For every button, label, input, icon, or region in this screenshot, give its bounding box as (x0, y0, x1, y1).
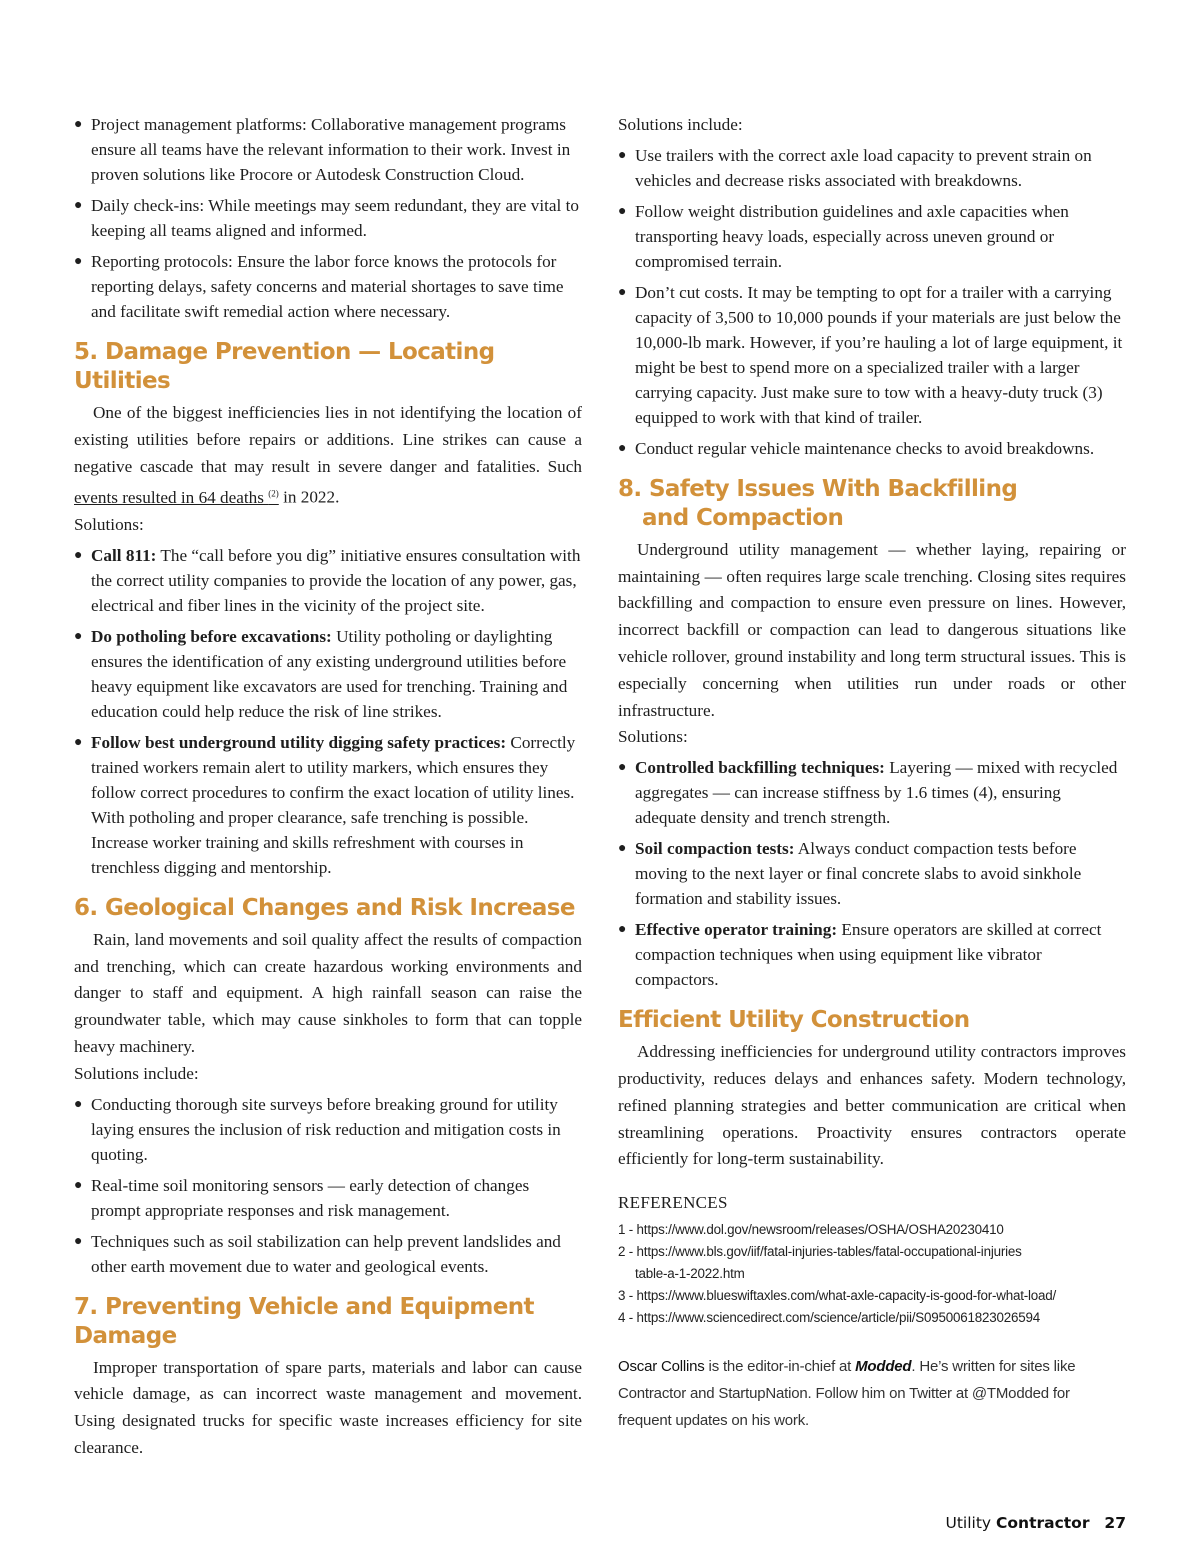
list-item: ● Daily check-ins: While meetings may seem redundant, they are vital to keeping all teams aligned and informed. (74, 193, 582, 243)
list-item: ● Techniques such as soil stabilization can help prevent landslides and other earth movement due to water and geological events. (74, 1229, 582, 1279)
page-footer (945, 1514, 1126, 1532)
list-item: ● Don’t cut costs. It may be tempting to opt for a trailer with a carrying capacity of 3,500 to 10,000 pounds if your materials are just below the 10,000-lb mark. However, if you’re hauling a lot of large equipment, it might be best to spend more on a specialized trailer with a larger carrying capacity. Just make sure to tow with a heavy-duty truck (3) equipped to work with that kind of trailer. (618, 280, 1126, 430)
list-item: ● Conducting thorough site surveys before breaking ground for utility laying ensures the inclusion of risk reduction and mitigation costs in quoting. (74, 1092, 582, 1167)
solutions-label: Solutions: (618, 727, 688, 747)
list-item: ● Conduct regular vehicle maintenance checks to avoid breakdowns. (618, 436, 1126, 461)
section-7-paragraph: Improper transportation of spare parts, materials and labor can cause vehicle damage, as can incorrect waste management and movement. Using designated trucks for specific waste increases efficiency for site clearance. (74, 1357, 582, 1457)
list-item: ● Do potholing before excavations: Utility potholing or daylighting ensures the identification of any existing underground utilities before heavy equipment like excavators are used for trenching. Training and education could help reduce the risk of line strikes. (74, 624, 582, 724)
section-heading-8: 8. Safety Issues With Backfilling and Compaction (618, 475, 1018, 531)
list-item: ● Call 811: The “call before you dig” initiative ensures consultation with the correct utility companies to provide the location of any power, gas, electrical and fiber lines in the vicinity of the project site. (74, 543, 582, 618)
list-item: ● Follow best underground utility digging safety practices: Correctly trained workers remain alert to utility markers, which ensures they follow correct procedures to confirm the exact location of utility lines. With potholing and proper clearance, safe trenching is possible. Increase worker training and skills refreshment with courses in trenchless digging and mentorship. (74, 730, 582, 880)
section-heading-6: 6. Geological Changes and Risk Increase (74, 894, 575, 921)
section-5-paragraph: One of the biggest inefficiencies lies in not identifying the location of existing utilities before repairs or additions. Line strikes can cause a negative cascade that may result in severe danger and fatalities. Such events resulted in 64 deaths $^{(2)}$ in 2022. (74, 403, 582, 508)
solutions-label: Solutions include: (74, 1063, 199, 1083)
reference-item: 2 - https://www.bls.gov/iif/fatal-injuries-tables/fatal-occupational-injuries table-a-1-2022.htm (618, 1244, 1022, 1282)
right-column (618, 112, 1126, 1434)
section-heading-7: 7. Preventing Vehicle and Equipment Damage (74, 1293, 534, 1349)
list-item: ● Reporting protocols: Ensure the labor force knows the protocols for reporting delays, safety concerns and material shortages to save time and facilitate swift remedial action where necessary. (74, 249, 582, 324)
efficient-paragraph: Addressing inefficiencies for underground utility contractors improves productivity, reduces delays and enhances safety. Modern technology, refined planning strategies and better communication are critical when streamlining operations. Proactivity ensures contractors operate efficiently for long-term sustainability. (618, 1042, 1126, 1169)
page-number: 27 (1104, 1514, 1126, 1532)
list-item: ● Effective operator training: Ensure operators are skilled at correct compaction techniques when using equipment like vibrator compactors. (618, 917, 1126, 992)
references-title: REFERENCES (618, 1193, 728, 1213)
publication-name-part1: Utility (945, 1514, 992, 1532)
publication-name-part2: Contractor (996, 1514, 1090, 1532)
list-item: ● Follow weight distribution guidelines and axle capacities when transporting heavy loads, especially across uneven ground or compromised terrain. (618, 199, 1126, 274)
reference-item: 4 - https://www.sciencedirect.com/science/article/pii/S0950061823026594 (618, 1310, 1040, 1326)
list-item: ● Project management platforms: Collaborative management programs ensure all teams have the relevant information to their work. Invest in proven solutions like Procore or Autodesk Construction Cloud. (74, 112, 582, 187)
left-column (74, 112, 582, 1462)
section-8-paragraph: Underground utility management — whether laying, repairing or maintaining — often requires large scale trenching. Closing sites requires backfilling and compaction to ensure even pressure on lines. However, incorrect backfill or compaction can lead to dangerous situations like vehicle rollover, ground instability and long term structural issues. This is especially concerning when utilities run under roads or other infrastructure. (618, 539, 1126, 720)
section-heading-efficient: Efficient Utility Construction (618, 1007, 970, 1034)
solutions-label: Solutions include: (618, 115, 743, 134)
list-item: ● Soil compaction tests: Always conduct compaction tests before moving to the next layer or final concrete slabs to avoid sinkhole formation and stability issues. (618, 836, 1126, 911)
list-item: ● Real-time soil monitoring sensors — early detection of changes prompt appropriate responses and risk management. (74, 1173, 582, 1223)
solutions-label: Solutions: (74, 514, 144, 534)
reference-item: 1 - https://www.dol.gov/newsroom/releases/OSHA/OSHA20230410 (618, 1222, 1004, 1238)
section-6-paragraph: Rain, land movements and soil quality affect the results of compaction and trenching, which can create hazardous working environments and danger to staff and equipment. A high rainfall season can raise the groundwater table, which may cause sinkholes to form that can topple heavy machinery. (74, 929, 582, 1056)
list-item: ● Controlled backfilling techniques: Layering — mixed with recycled aggregates — can increase stiffness by 1.6 times (4), ensuring adequate density and trench strength. (618, 755, 1126, 830)
deaths-statistic-link[interactable]: events resulted in 64 deaths $^{(2)}$ (74, 488, 279, 508)
section-heading-5: 5. Damage Prevention — Locating Utilities (74, 339, 495, 394)
author-bio: Oscar Collins is the editor-in-chief at Modded. He’s written for sites like Contractor and StartupNation. Follow him on Twitter at @TModded for frequent updates on his work. (618, 1358, 1076, 1430)
list-item: ● Use trailers with the correct axle load capacity to prevent strain on vehicles and decrease risks associated with breakdowns. (618, 143, 1126, 193)
reference-item: 3 - https://www.blueswiftaxles.com/what-axle-capacity-is-good-for-what-load/ (618, 1288, 1057, 1304)
